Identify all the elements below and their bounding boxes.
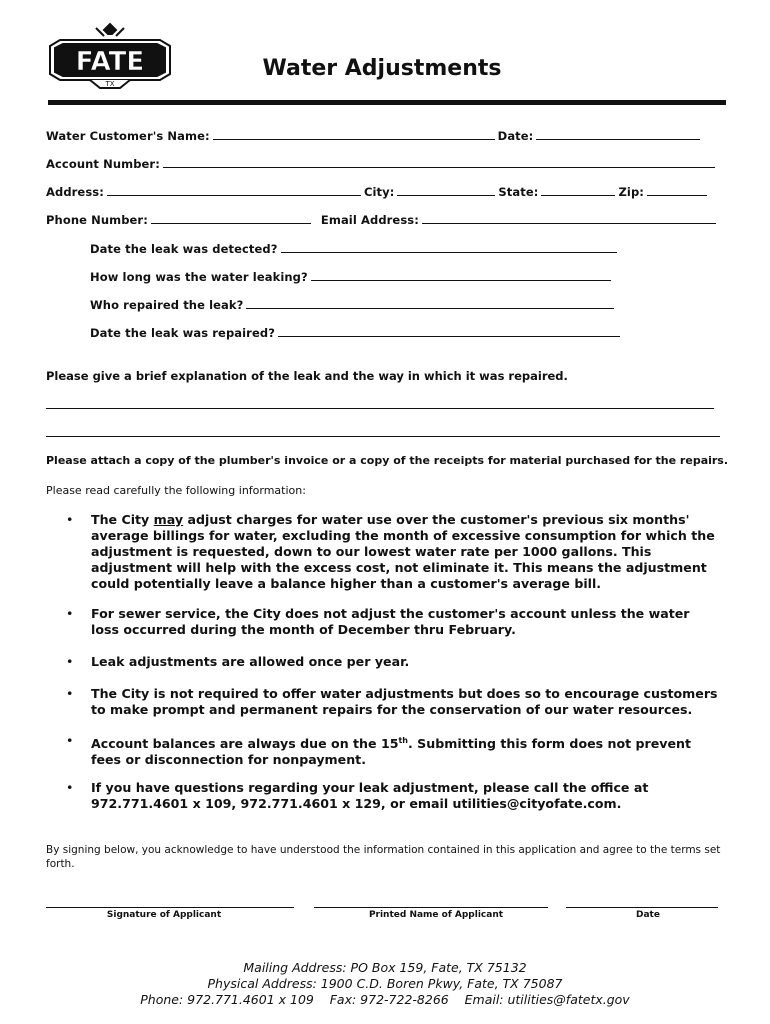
leak-repaired-label: Date the leak was repaired? <box>90 326 275 340</box>
phone-email-row <box>46 212 719 227</box>
zip-label: Zip: <box>618 185 644 199</box>
customer-name-row <box>46 128 703 143</box>
logo-subtext: TX <box>105 80 115 88</box>
leak-duration-field[interactable] <box>311 269 611 281</box>
address-row <box>46 184 710 199</box>
phone-field[interactable] <box>151 212 311 224</box>
printed-name-label: Printed Name of Applicant <box>368 910 504 920</box>
logo-text: FATE <box>75 47 145 77</box>
explanation-line-2[interactable] <box>46 436 720 437</box>
footer-contact: Phone: 972.771.4601 x 109 Fax: 972-722-8266 Email: utilities@fatetx.gov <box>140 992 630 1007</box>
customer-name-field[interactable] <box>213 128 495 140</box>
signature-line[interactable] <box>46 907 294 908</box>
account-number-label: Account Number: <box>46 157 160 171</box>
leak-detected-field[interactable] <box>281 241 617 253</box>
bullet-icon: • <box>66 654 74 669</box>
date-label: Date: <box>497 129 534 143</box>
date-signed-label: Date <box>636 910 660 920</box>
acknowledgement-text: By signing below, you acknowledge to have understood the information contained in this application and agree to the terms set forth. <box>46 844 721 870</box>
leak-repaired-row <box>90 325 623 340</box>
date-field[interactable] <box>536 128 700 140</box>
leak-detected-label: Date the leak was detected? <box>90 242 278 256</box>
leak-detected-row <box>90 241 620 256</box>
footer-physical-address: Physical Address: 1900 C.D. Boren Pkwy, Fate, TX 75087 <box>207 976 563 991</box>
email-field[interactable] <box>422 212 716 224</box>
signature-label: Signature of Applicant <box>106 910 222 920</box>
bullet-icon: • <box>66 512 74 527</box>
city-field[interactable] <box>397 184 495 196</box>
leak-duration-row <box>90 269 614 284</box>
city-label: City: <box>363 185 395 199</box>
address-label: Address: <box>46 185 104 199</box>
attach-note: Please attach a copy of the plumber's invoice or a copy of the receipts for material purchased for the repairs. <box>46 454 729 467</box>
bullet-icon: • <box>66 733 74 748</box>
printed-name-line[interactable] <box>314 907 548 908</box>
phone-label: Phone Number: <box>46 213 148 227</box>
bullet-icon: • <box>66 606 74 621</box>
date-signed-line[interactable] <box>566 907 718 908</box>
explanation-prompt: Please give a brief explanation of the leak and the way in which it was repaired. <box>46 369 568 383</box>
leak-duration-label: How long was the water leaking? <box>90 270 308 284</box>
read-note: Please read carefully the following information: <box>46 484 306 497</box>
title-divider <box>48 100 726 105</box>
customer-name-label: Water Customer's Name: <box>46 129 210 143</box>
state-label: State: <box>498 185 539 199</box>
repaired-by-row <box>90 297 617 312</box>
explanation-line-1[interactable] <box>46 408 714 409</box>
repaired-by-label: Who repaired the leak? <box>90 298 244 312</box>
repaired-by-field[interactable] <box>246 297 614 309</box>
state-field[interactable] <box>541 184 615 196</box>
account-number-row <box>46 156 718 171</box>
page-title: Water Adjustments <box>262 56 502 81</box>
zip-field[interactable] <box>647 184 707 196</box>
footer-mailing-address: Mailing Address: PO Box 159, Fate, TX 75132 <box>243 960 527 975</box>
email-label: Email Address: <box>320 213 419 227</box>
address-field[interactable] <box>107 184 361 196</box>
account-number-field[interactable] <box>163 156 715 168</box>
bullet-icon: • <box>66 780 74 795</box>
leak-repaired-field[interactable] <box>278 325 620 337</box>
bullet-icon: • <box>66 686 74 701</box>
